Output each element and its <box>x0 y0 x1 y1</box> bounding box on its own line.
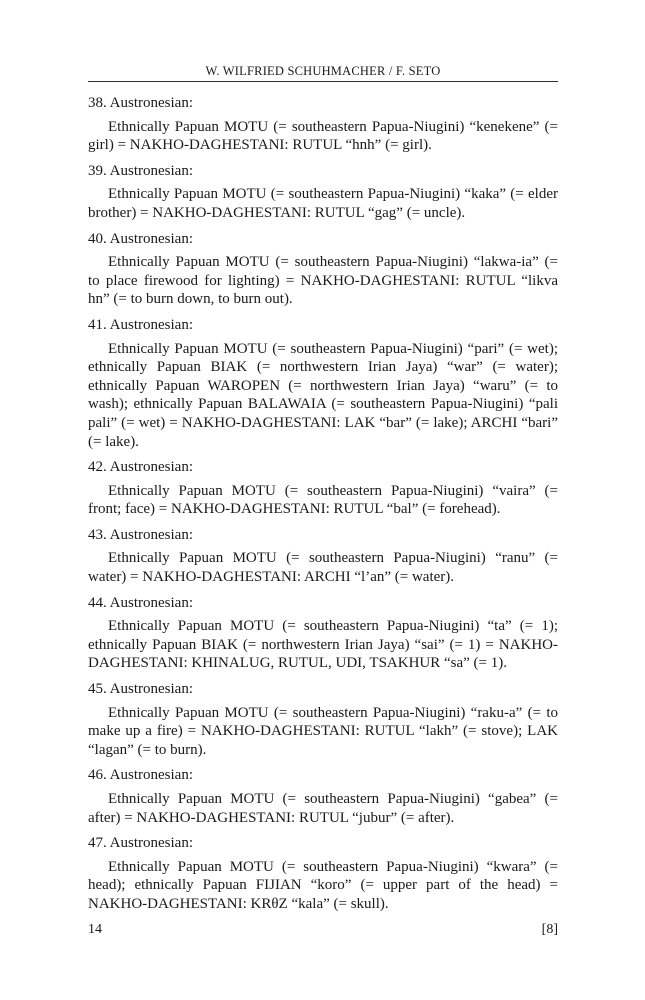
entry-41 <box>88 316 558 451</box>
entry-text: Ethnically Papuan MOTU (= southeastern Papua-Niugini) “lakwa-ia” (= to place firewood for lighting) = NAKHO-DAGHESTANI: RUTUL “likva hn” (= to burn down, to burn out). <box>88 254 558 308</box>
entry-text: Ethnically Papuan MOTU (= southeastern Papua-Niugini) “ranu” (= water) = NAKHO-DAGHESTANI: ARCHI “l’an” (= water). <box>88 550 558 586</box>
entry-text: Ethnically Papuan MOTU (= southeastern Papua-Niugini) “vaira” (= front; face) = NAKHO-DAGHESTANI: RUTUL “bal” (= forehead). <box>88 482 558 518</box>
entry-heading: 43. Austronesian: <box>88 526 193 543</box>
section-reference: [8] <box>541 922 558 937</box>
entry-heading: 40. Austronesian: <box>88 230 193 247</box>
entry-heading: 46. Austronesian: <box>88 767 193 784</box>
entry-text: Ethnically Papuan MOTU (= southeastern Papua-Niugini) “kaka” (= elder brother) = NAKHO-DAGHESTANI: RUTUL “gag” (= uncle). <box>88 186 558 221</box>
entry-heading: 42. Austronesian: <box>88 459 193 476</box>
entry-heading: 41. Austronesian: <box>88 316 193 333</box>
entry-text: Ethnically Papuan MOTU (= southeastern Papua-Niugini) “kwara” (= head); ethnically Papuan FIJIAN “koro” (= upper part of the head) = NAKHO-DAGHESTANI: KRθZ “kala” (= skull). <box>88 858 558 912</box>
header-rule <box>88 81 558 82</box>
entry-40 <box>88 230 558 309</box>
entry-text: Ethnically Papuan MOTU (= southeastern Papua-Niugini) “pari” (= wet); ethnically Papuan BIAK (= northwestern Irian Jaya) “war” (= water); ethnically Papuan WAROPEN (= northwestern Irian Jaya) “waru” (= to wash); ethnically Papuan BALAWAIA (= southeastern Papua-Niugini) “pali pali” (= wet) = NAKHO-DAGHESTANI: LAK “bar” (= lake); ARCHI “bari” (= lake). <box>88 340 558 450</box>
entry-heading: 38. Austronesian: <box>88 95 193 111</box>
entry-heading: 44. Austronesian: <box>88 594 193 611</box>
entry-42 <box>88 458 558 519</box>
entry-text: Ethnically Papuan MOTU (= southeastern Papua-Niugini) “gabea” (= after) = NAKHO-DAGHESTANI: RUTUL “jubur” (= after). <box>88 791 558 826</box>
entry-heading: 47. Austronesian: <box>88 835 193 852</box>
entry-heading: 39. Austronesian: <box>88 162 193 179</box>
entry-44 <box>88 594 558 673</box>
running-header: W. WILFRIED SCHUHMACHER / F. SETO <box>205 64 441 78</box>
entry-43 <box>88 526 558 587</box>
entry-47 <box>88 834 558 913</box>
entry-39 <box>88 162 558 223</box>
entry-heading: 45. Austronesian: <box>88 681 193 698</box>
entry-text: Ethnically Papuan MOTU (= southeastern Papua-Niugini) “ta” (= 1); ethnically Papuan BIAK (= northwestern Irian Jaya) “sai” (= 1) = NAKHO-DAGHESTANI: KHINALUG, RUTUL, UDI, TSAKHUR “sa” (= 1). <box>88 618 558 672</box>
page-number: 14 <box>88 922 102 937</box>
entry-45 <box>88 680 558 759</box>
entry-38 <box>88 94 558 155</box>
entry-text: Ethnically Papuan MOTU (= southeastern Papua-Niugini) “raku-a” (= to make up a fire) = NAKHO-DAGHESTANI: RUTUL “lakh” (= stove); LAK “lagan” (= to burn). <box>88 704 558 758</box>
entry-46 <box>88 766 558 827</box>
entry-text: Ethnically Papuan MOTU (= southeastern Papua-Niugini) “kenekene” (= girl) = NAKHO-DAGHESTANI: RUTUL “hnh” (= girl). <box>88 118 558 154</box>
entries-list <box>88 94 558 921</box>
